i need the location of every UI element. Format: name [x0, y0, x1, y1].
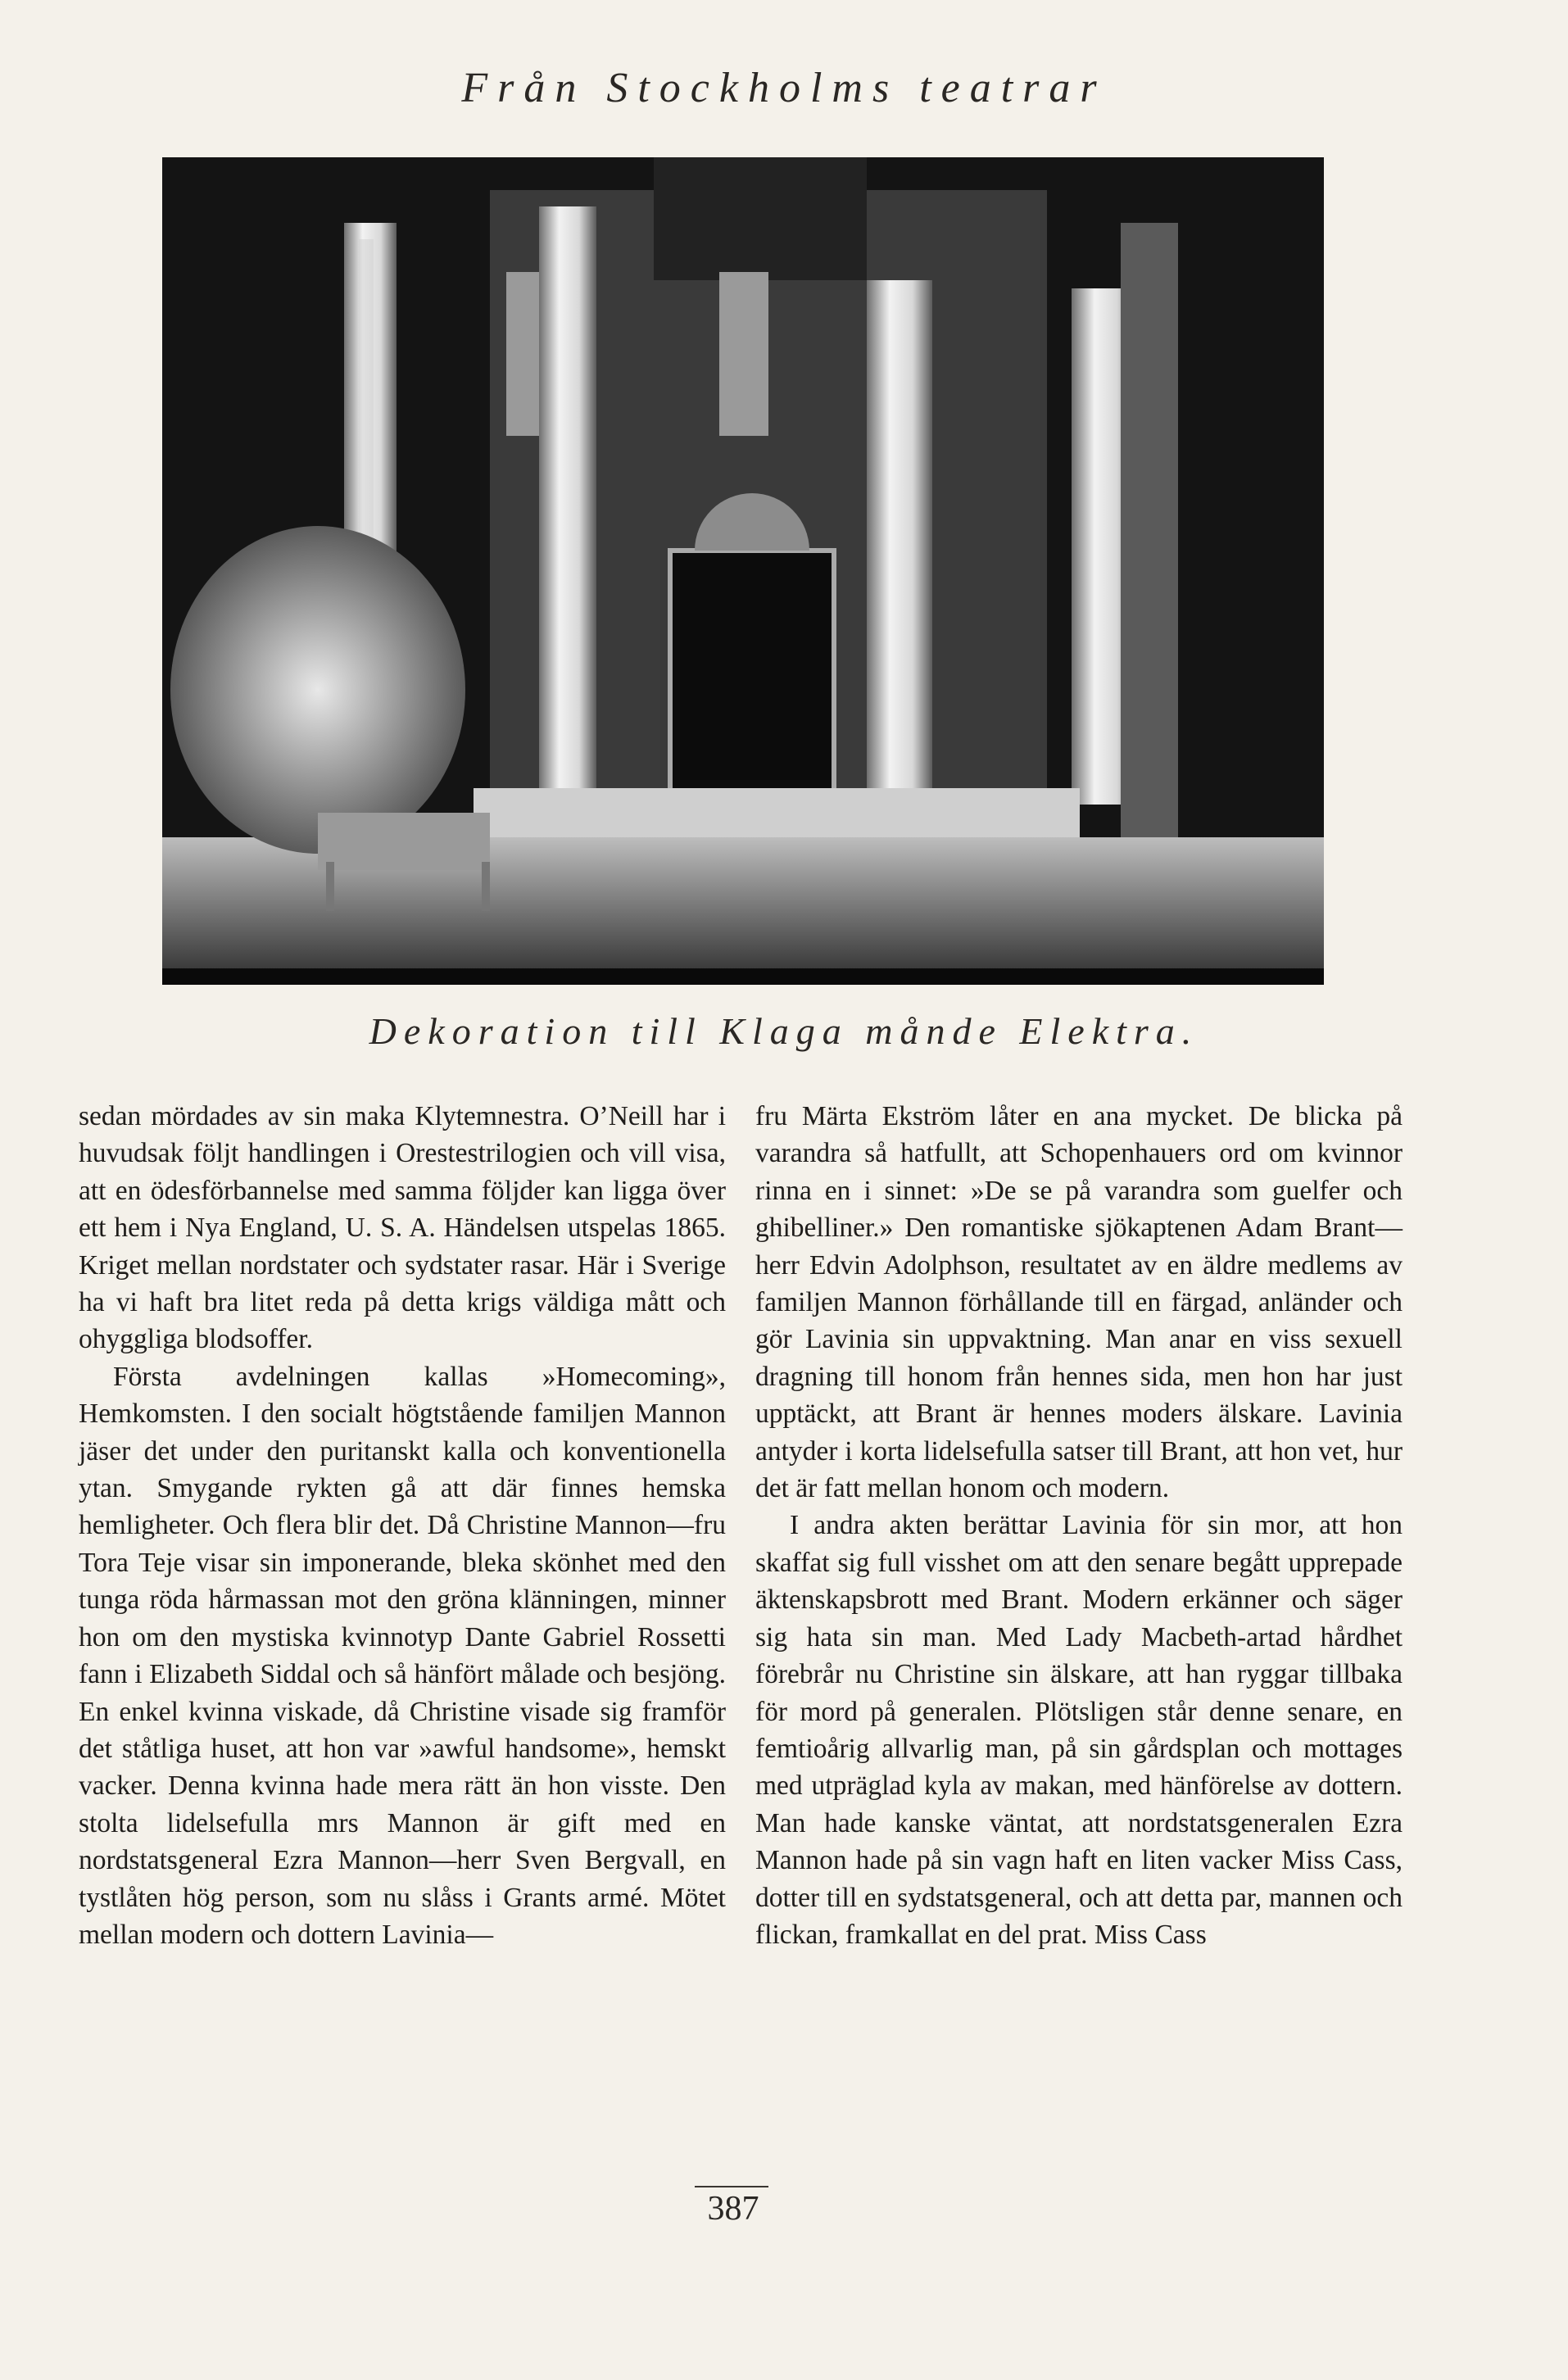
paragraph: Första avdelningen kallas »Homecoming», Hemkomsten. I den socialt högtstående familjen Mannon jäser det under den puritanskt kalla och konventionella ytan. Smygande rykten gå att där finnes hemska hemligheter. Och flera blir det. Då Christine Mannon—fru Tora Teje visar sin imponerande, bleka skönhet med den tunga röda hårmassan mot den gröna klänningen, minner hon om den mystiska kvinnotyp Dante Gabriel Rossetti fann i Elizabeth Siddal och så hänfört målade och besjöng. En enkel kvinna viskade, då Christine visade sig framför det ståtliga huset, att hon var »awful handsome», hemskt vacker. Denna kvinna hade mera rätt än hon visste. Den stolta lidelsefulla mrs Mannon är gift med en nordstatsgeneral Ezra Mannon—herr Sven Bergvall, en tystlåten hög person, som nu slåss i Grants armé. Mötet mellan modern och dottern Lavinia— — [79, 1361, 726, 1950]
figure-caption: Dekoration till Klaga månde Elektra. — [369, 1010, 1199, 1052]
paragraph: I andra akten berättar Lavinia för sin mor, att hon skaffat sig full visshet om att den senare begått upprepade äktenskapsbrott med Brant. Modern erkänner och säger sig hata sin man. Med Lady Macbeth-artad hårdhet förebrår nu Christine sin älskare, att han ryggar tillbaka för mord på generalen. Plötsligen står denne senare, en femtioårig allvarlig man, på sin gårdsplan och mottages med utpräglad kyla av makan, med hänförelse av dottern. Man hade kanske väntat, att nordstatsgeneralen Ezra Mannon hade på sin vagn haft en liten vacker Miss Cass, dotter till en sydstatsgeneral, och att detta par, mannen och flickan, framkallat en del prat. Miss Cass — [755, 1510, 1403, 1950]
paragraph: sedan mördades av sin maka Klytemnestra. O’Neill har i huvudsak följt handlingen i Orestestrilogien och vill visa, att en ödesförbannelse med samma följder kan ligga över ett hem i Nya England, U. S. A. Händelsen utspelas 1865. Kriget mellan nordstater och sydstater rasar. Här i Sverige ha vi haft bra litet reda på detta krigs väldiga mått och ohyggliga blodsoffer. — [79, 1101, 726, 1355]
stage-set-photo — [162, 157, 1324, 985]
page-number-rule — [695, 2186, 768, 2187]
page-number: 387 — [707, 2190, 759, 2228]
running-title: Från Stockholms teatrar — [461, 65, 1107, 111]
text-column-right — [755, 1098, 1403, 1953]
text-column-left — [79, 1098, 726, 1953]
paragraph: fru Märta Ekström låter en ana mycket. De blicka på varandra så hatfullt, att Schopenhauers ord om kvinnor rinna en i sinnet: »De se på varandra som guelfer och ghibelliner.» Den romantiske sjökaptenen Adam Brant—herr Edvin Adolphson, resultatet av en äldre medlems av familjen Mannon förhållande till en färgad, anländer och gör Lavinia sin uppvaktning. Man anar en viss sexuell dragning till honom från hennes sida, men hon har just upptäckt, att Brant är hennes moders älskare. Lavinia antyder i korta lidelsefulla satser till Brant, att hon vet, hur det är fatt mellan honom och modern. — [755, 1101, 1403, 1504]
